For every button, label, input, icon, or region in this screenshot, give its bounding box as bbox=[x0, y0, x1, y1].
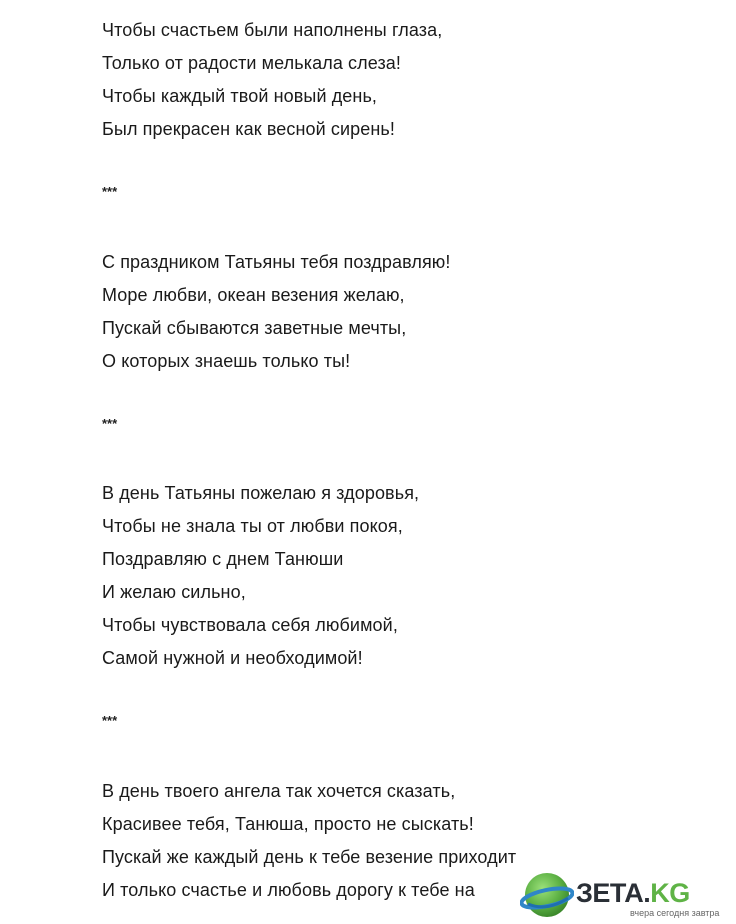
poem-line: Чтобы каждый твой новый день, bbox=[102, 86, 378, 106]
poem-line: Пускай сбываются заветные мечты, bbox=[102, 318, 407, 338]
stanza-separator: *** bbox=[102, 713, 118, 728]
poem-line: О которых знаешь только ты! bbox=[102, 351, 351, 371]
poem-line: И только счастье и любовь дорогу к тебе на bbox=[102, 880, 475, 900]
poem-line: Пускай же каждый день к тебе везение приходит bbox=[102, 847, 517, 867]
poem-line: Самой нужной и необходимой! bbox=[102, 648, 363, 668]
poem-line: Чтобы не знала ты от любви покоя, bbox=[102, 516, 403, 536]
poem-line: Чтобы чувствовала себя любимой, bbox=[102, 615, 398, 635]
brand-main: ЗЕТА. bbox=[576, 878, 651, 908]
poem-line: В день твоего ангела так хочется сказать, bbox=[102, 781, 456, 801]
brand-suffix: KG bbox=[650, 878, 690, 908]
poem-line: Только от радости мелькала слеза! bbox=[102, 53, 402, 73]
poem-line: Чтобы счастьем были наполнены глаза, bbox=[102, 20, 443, 40]
poem-line: И желаю сильно, bbox=[102, 582, 246, 602]
poem-line: С праздником Татьяны тебя поздравляю! bbox=[102, 252, 451, 272]
poem-line: Красивее тебя, Танюша, просто не сыскать! bbox=[102, 814, 474, 834]
site-watermark bbox=[514, 860, 736, 924]
brand-tagline: вчера сегодня завтра bbox=[630, 908, 720, 918]
stanza-separator: *** bbox=[102, 416, 118, 431]
poem-line: Был прекрасен как весной сирень! bbox=[102, 119, 396, 139]
stanza-separator: *** bbox=[102, 184, 118, 199]
globe-icon bbox=[520, 868, 574, 922]
poem-line: Поздравляю с днем Танюши bbox=[102, 549, 344, 569]
poem-line: В день Татьяны пожелаю я здоровья, bbox=[102, 483, 420, 503]
brand-logo bbox=[576, 878, 690, 908]
poem-line: Море любви, океан везения желаю, bbox=[102, 285, 405, 305]
